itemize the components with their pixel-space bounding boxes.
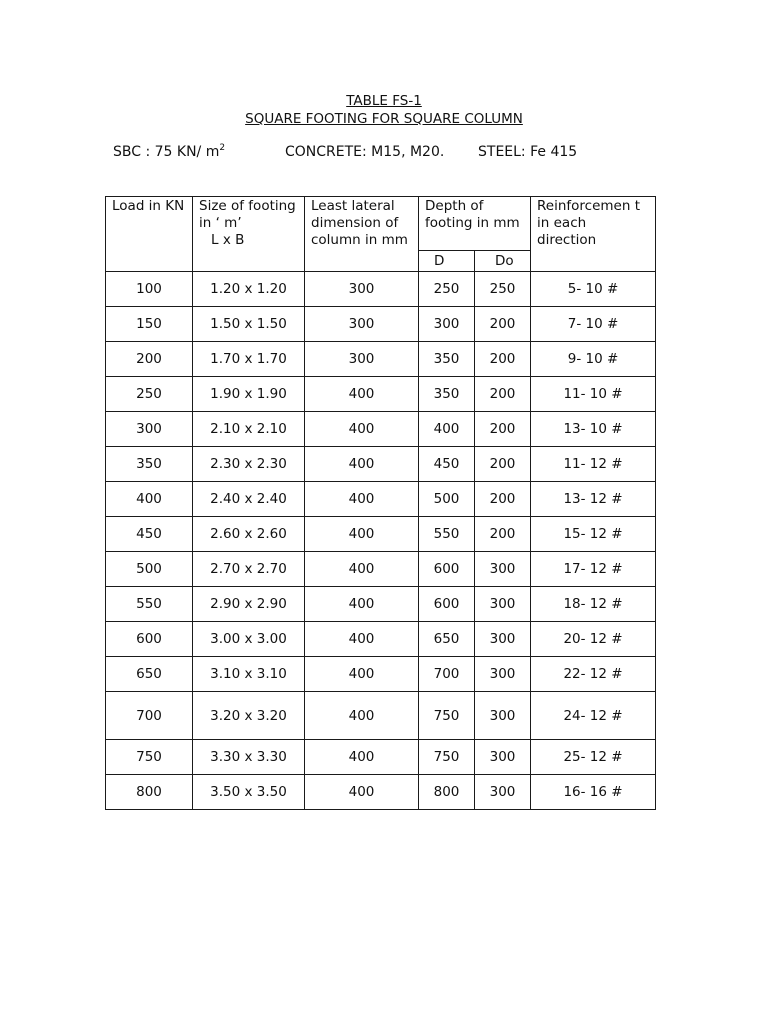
cell-depth-d: 750 [419,692,475,740]
cell-column: 400 [305,775,419,810]
cell-depth-do: 300 [475,740,531,775]
table-body [106,272,656,810]
cell-size: 3.50 x 3.50 [193,775,305,810]
sbc-superscript: 2 [219,143,226,153]
cell-depth-d: 350 [419,377,475,412]
cell-column: 400 [305,552,419,587]
cell-size: 2.70 x 2.70 [193,552,305,587]
cell-size: 2.10 x 2.10 [193,412,305,447]
sbc-text: SBC : 75 KN/ m [113,144,220,160]
footing-table [105,196,656,810]
cell-depth-d: 500 [419,482,475,517]
table-row [106,482,656,517]
cell-size: 1.90 x 1.90 [193,377,305,412]
cell-depth-d: 550 [419,517,475,552]
cell-column: 400 [305,657,419,692]
cell-reinforcement: 5- 10 # [531,272,656,307]
cell-reinforcement: 15- 12 # [531,517,656,552]
cell-depth-do: 300 [475,587,531,622]
cell-size: 3.00 x 3.00 [193,622,305,657]
cell-depth-d: 300 [419,307,475,342]
cell-reinforcement: 13- 12 # [531,482,656,517]
table-row [106,657,656,692]
cell-depth-d: 800 [419,775,475,810]
cell-depth-d: 250 [419,272,475,307]
cell-depth-do: 200 [475,482,531,517]
cell-depth-do: 250 [475,272,531,307]
header-depth: Depth of footing in mm [419,197,531,251]
cell-reinforcement: 11- 10 # [531,377,656,412]
table-row [106,775,656,810]
table-header [106,197,656,272]
cell-size: 2.90 x 2.90 [193,587,305,622]
cell-reinforcement: 11- 12 # [531,447,656,482]
cell-load: 600 [106,622,193,657]
cell-load: 250 [106,377,193,412]
sbc-spec [113,142,285,162]
cell-column: 400 [305,692,419,740]
table-row [106,552,656,587]
table-row [106,447,656,482]
table-row [106,342,656,377]
cell-depth-d: 450 [419,447,475,482]
cell-column: 400 [305,412,419,447]
cell-size: 2.30 x 2.30 [193,447,305,482]
cell-depth-d: 600 [419,552,475,587]
cell-size: 3.20 x 3.20 [193,692,305,740]
cell-depth-do: 200 [475,342,531,377]
cell-load: 650 [106,657,193,692]
cell-depth-do: 300 [475,657,531,692]
cell-load: 400 [106,482,193,517]
cell-depth-d: 350 [419,342,475,377]
table-row [106,272,656,307]
cell-size: 1.50 x 1.50 [193,307,305,342]
cell-size: 2.60 x 2.60 [193,517,305,552]
cell-reinforcement: 25- 12 # [531,740,656,775]
header-size [193,197,305,272]
cell-depth-do: 300 [475,775,531,810]
cell-depth-d: 400 [419,412,475,447]
cell-depth-do: 300 [475,622,531,657]
cell-reinforcement: 22- 12 # [531,657,656,692]
table-row [106,587,656,622]
cell-load: 350 [106,447,193,482]
cell-reinforcement: 7- 10 # [531,307,656,342]
cell-size: 1.20 x 1.20 [193,272,305,307]
table-row [106,692,656,740]
header-column: Least lateral dimension of column in mm [305,197,419,272]
cell-depth-do: 300 [475,552,531,587]
cell-load: 750 [106,740,193,775]
spec-line [113,142,577,162]
cell-depth-do: 200 [475,307,531,342]
cell-load: 450 [106,517,193,552]
cell-reinforcement: 9- 10 # [531,342,656,377]
cell-depth-do: 300 [475,692,531,740]
cell-depth-do: 200 [475,377,531,412]
cell-load: 300 [106,412,193,447]
cell-load: 100 [106,272,193,307]
title-block [0,92,768,128]
table-title: TABLE FS-1 [346,93,422,109]
cell-load: 150 [106,307,193,342]
header-size-dims: L x B [211,232,245,248]
cell-reinforcement: 18- 12 # [531,587,656,622]
cell-reinforcement: 24- 12 # [531,692,656,740]
cell-depth-d: 700 [419,657,475,692]
cell-depth-d: 600 [419,587,475,622]
cell-column: 400 [305,377,419,412]
cell-load: 700 [106,692,193,740]
cell-load: 500 [106,552,193,587]
table-row [106,740,656,775]
cell-size: 3.10 x 3.10 [193,657,305,692]
cell-depth-do: 200 [475,517,531,552]
cell-column: 400 [305,517,419,552]
header-depth-d: D [419,251,475,272]
cell-size: 2.40 x 2.40 [193,482,305,517]
cell-column: 400 [305,622,419,657]
cell-column: 400 [305,740,419,775]
cell-reinforcement: 17- 12 # [531,552,656,587]
header-reinforcement: Reinforcemen t in each direction [531,197,656,272]
header-depth-do: Do [475,251,531,272]
table-subtitle: SQUARE FOOTING FOR SQUARE COLUMN [245,111,523,127]
cell-load: 800 [106,775,193,810]
cell-column: 400 [305,482,419,517]
table-row [106,517,656,552]
cell-size: 3.30 x 3.30 [193,740,305,775]
table-row [106,412,656,447]
cell-size: 1.70 x 1.70 [193,342,305,377]
header-load: Load in KN [106,197,193,272]
cell-reinforcement: 16- 16 # [531,775,656,810]
cell-column: 300 [305,272,419,307]
concrete-spec: CONCRETE: M15, M20. [285,144,445,160]
cell-reinforcement: 13- 10 # [531,412,656,447]
cell-depth-do: 200 [475,447,531,482]
steel-spec: STEEL: Fe 415 [478,144,578,160]
table-row [106,377,656,412]
cell-load: 550 [106,587,193,622]
cell-load: 200 [106,342,193,377]
cell-column: 400 [305,447,419,482]
cell-column: 400 [305,587,419,622]
cell-depth-d: 750 [419,740,475,775]
cell-depth-d: 650 [419,622,475,657]
cell-reinforcement: 20- 12 # [531,622,656,657]
header-size-label: Size of footing in ‘ m’ [199,198,296,231]
cell-column: 300 [305,307,419,342]
cell-column: 300 [305,342,419,377]
table-row [106,622,656,657]
cell-depth-do: 200 [475,412,531,447]
table-row [106,307,656,342]
